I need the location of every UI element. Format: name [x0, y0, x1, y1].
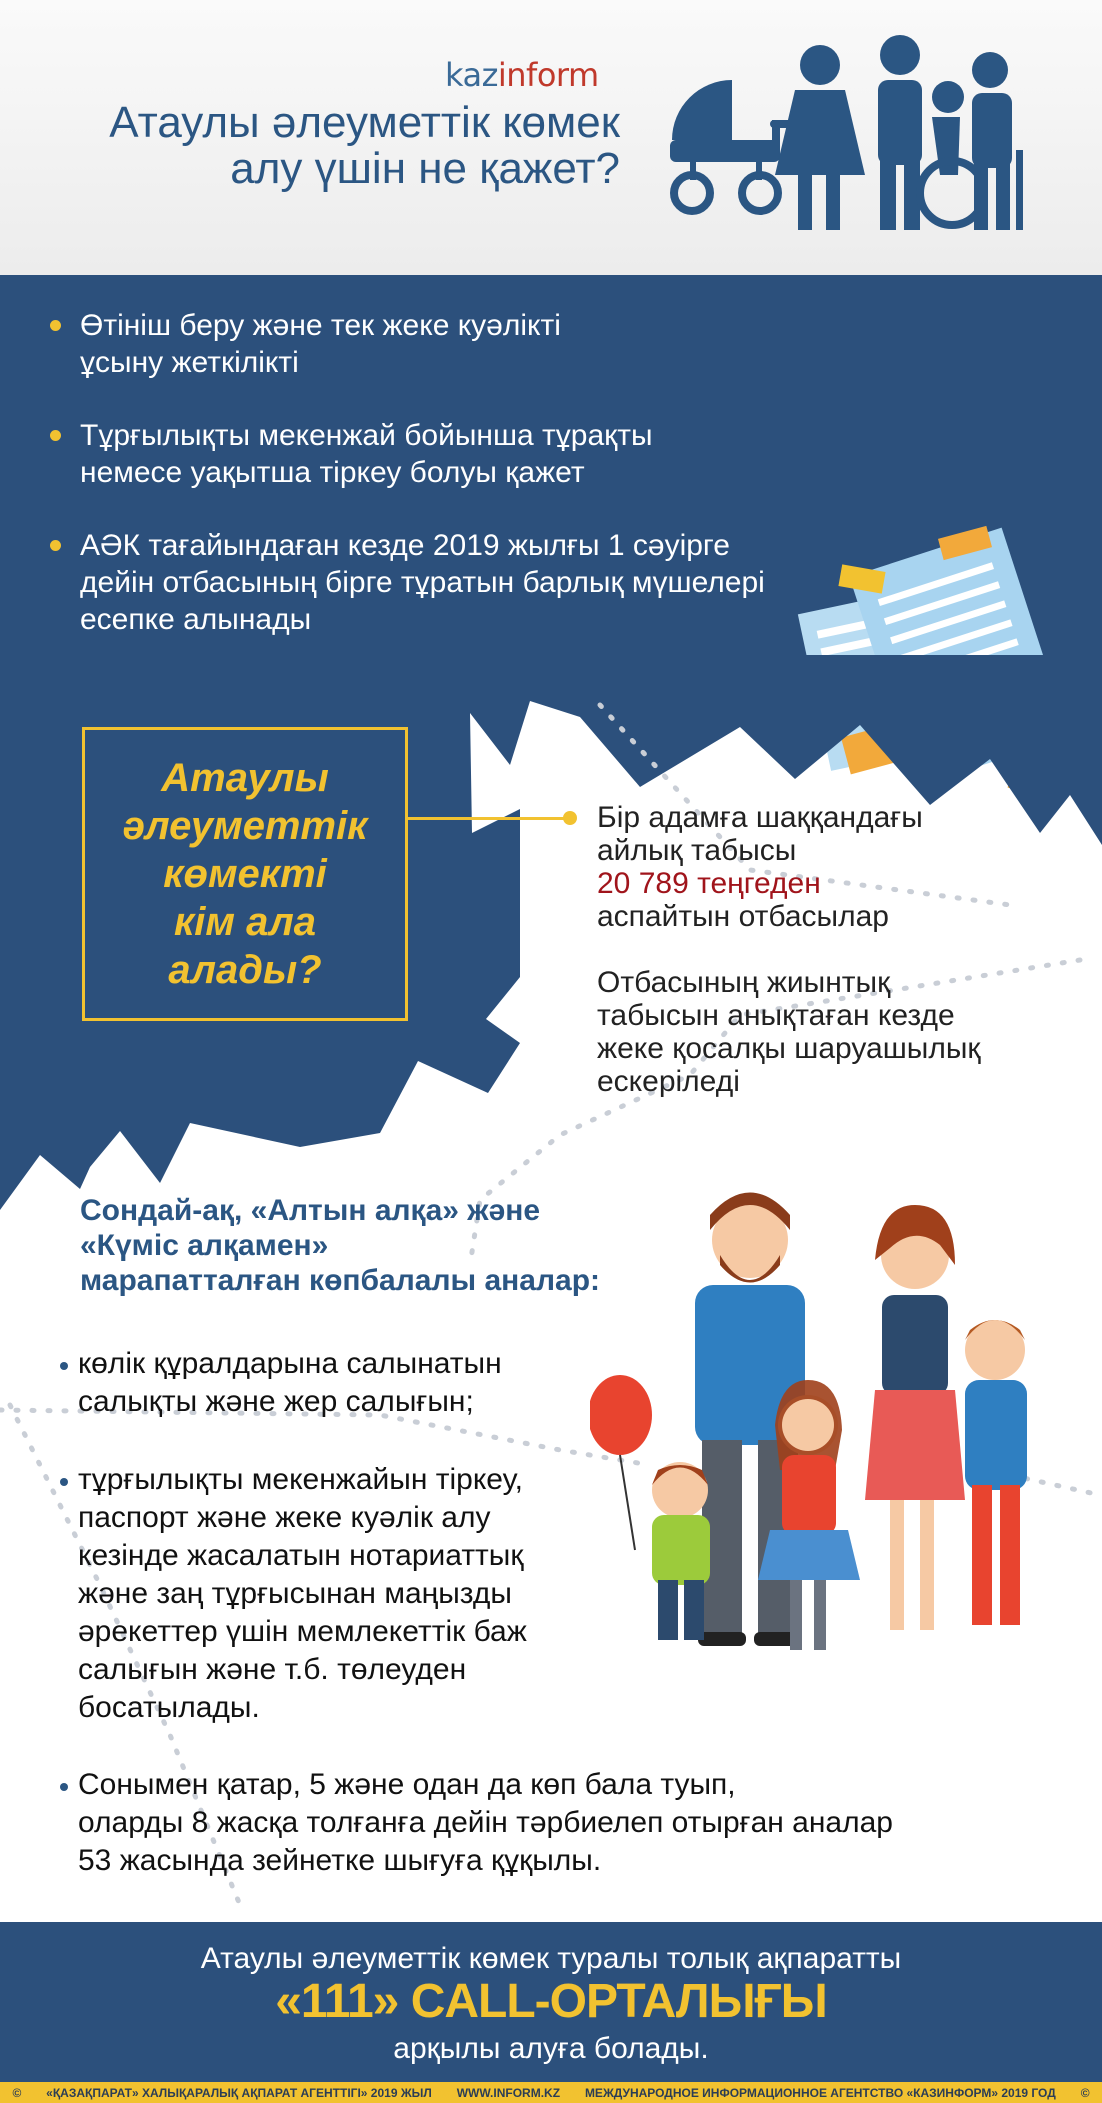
footer	[0, 1922, 1102, 2082]
bullet-icon	[50, 430, 61, 441]
bullet-icon	[60, 1478, 68, 1486]
copyright-strip	[0, 2082, 1102, 2103]
req-line: ұсыну жеткілікті	[80, 346, 299, 379]
benefit-line: 53 жасында зейнетке шығуға құқылы.	[78, 1844, 602, 1877]
bullet-icon	[50, 320, 61, 331]
benefit-item	[60, 1345, 502, 1421]
income-line: Бір адамға шаққандағы	[597, 801, 923, 834]
who-line: әлеуметтік	[122, 804, 368, 848]
requirements-list	[50, 307, 870, 674]
family-illustration	[590, 1170, 1060, 1670]
bullet-icon	[60, 1783, 68, 1791]
bullet-icon	[60, 1362, 68, 1370]
connector-line	[408, 817, 570, 820]
req-line: немесе уақытша тіркеу болуы қажет	[80, 456, 585, 489]
website-link[interactable]: WWW.INFORM.KZ	[456, 2085, 561, 2100]
logo-kaz: kaz	[445, 56, 498, 94]
income-criteria	[597, 801, 1037, 933]
who-line: Атаулы	[161, 756, 329, 800]
farm-line: жеке қосалқы шаруашылық	[597, 1032, 981, 1065]
benefit-line: салықты және жер салығын;	[78, 1385, 474, 1418]
people-with-disabilities-icon	[660, 25, 1040, 235]
req-line: Өтініш беру және тек жеке куәлікті	[80, 309, 561, 342]
heading-line: марапатталған көпбалалы аналар:	[80, 1264, 601, 1297]
requirements-section	[0, 275, 1102, 655]
who-line: кім ала	[174, 900, 316, 944]
call-center-number[interactable]: «111» CALL-ОРТАЛЫҒЫ	[275, 1975, 827, 2028]
benefit-item	[60, 1461, 527, 1727]
benefit-line: салығын және т.б. төлеуден	[78, 1653, 467, 1686]
header	[0, 0, 1102, 275]
benefit-line: Сонымен қатар, 5 және одан да көп бала туып,	[78, 1768, 736, 1801]
req-line: АӘК тағайындаған кезде 2019 жылғы 1 сәуірге	[80, 529, 730, 562]
connector-dot-icon	[563, 811, 577, 825]
bullet-icon	[50, 540, 61, 551]
farm-line: ескеріледі	[597, 1065, 740, 1098]
footer-line3: арқылы алуға болады.	[393, 2032, 709, 2065]
benefit-line: тұрғылықты мекенжайын тіркеу,	[78, 1463, 523, 1496]
footer-line1: Атаулы әлеуметтік көмек туралы толық ақпаратты	[200, 1942, 902, 1975]
heading-line: «Күміс алқамен»	[80, 1229, 329, 1262]
farm-line: табысын анықтаған кезде	[597, 999, 955, 1032]
heading-line: Сондай-ақ, «Алтын алқа» және	[80, 1194, 541, 1227]
benefit-line: кезінде жасалатын нотариаттық	[78, 1539, 524, 1572]
list-item	[50, 417, 870, 491]
who-question	[95, 754, 395, 994]
farm-criteria	[597, 966, 1057, 1098]
copyright-symbol: ©	[12, 2085, 22, 2100]
list-item	[50, 527, 870, 638]
copyright-symbol: ©	[1080, 2085, 1090, 2100]
req-line: есепке алынады	[80, 603, 312, 636]
benefit-line: паспорт және жеке куәлік алу	[78, 1501, 491, 1534]
benefit-line: әрекеттер үшін мемлекеттік баж	[78, 1615, 527, 1648]
who-line: көмекті	[163, 852, 327, 896]
mothers-heading	[80, 1193, 640, 1298]
who-line: алады?	[168, 948, 322, 992]
req-line: дейін отбасының бірге тұратын барлық мүшелері	[80, 566, 765, 599]
benefit-line: және заң тұрғысынан маңызды	[78, 1577, 512, 1610]
kazinform-logo[interactable]	[445, 56, 599, 94]
benefit-item	[60, 1766, 893, 1880]
copyright-left: «ҚАЗАҚПАРАТ» ХАЛЫҚАРАЛЫҚ АҚПАРАТ АГЕНТТІГІ» 2019 ЖЫЛ	[46, 2085, 432, 2100]
farm-line: Отбасының жиынтық	[597, 966, 891, 999]
income-line: айлық табысы	[597, 834, 797, 867]
title-line2: алу үшін не қажет?	[230, 144, 620, 193]
income-line: аспайтын отбасылар	[597, 900, 889, 933]
logo-inform: inform	[497, 56, 599, 94]
income-amount: 20 789 теңгеден	[597, 867, 821, 900]
benefit-line: оларды 8 жасқа толғанға дейін тәрбиелеп отырған аналар	[78, 1806, 893, 1839]
benefit-line: босатылады.	[78, 1691, 260, 1724]
req-line: Тұрғылықты мекенжай бойынша тұрақты	[80, 419, 653, 452]
title-line1: Атаулы әлеуметтік көмек	[109, 98, 620, 147]
who-can-receive-box	[82, 727, 408, 1021]
list-item	[50, 307, 870, 381]
benefit-line: көлік құралдарына салынатын	[78, 1347, 502, 1380]
page-title	[70, 100, 620, 192]
copyright-right: МЕЖДУНАРОДНОЕ ИНФОРМАЦИОННОЕ АГЕНТСТВО «КАЗИНФОРМ» 2019 ГОД	[584, 2085, 1056, 2100]
